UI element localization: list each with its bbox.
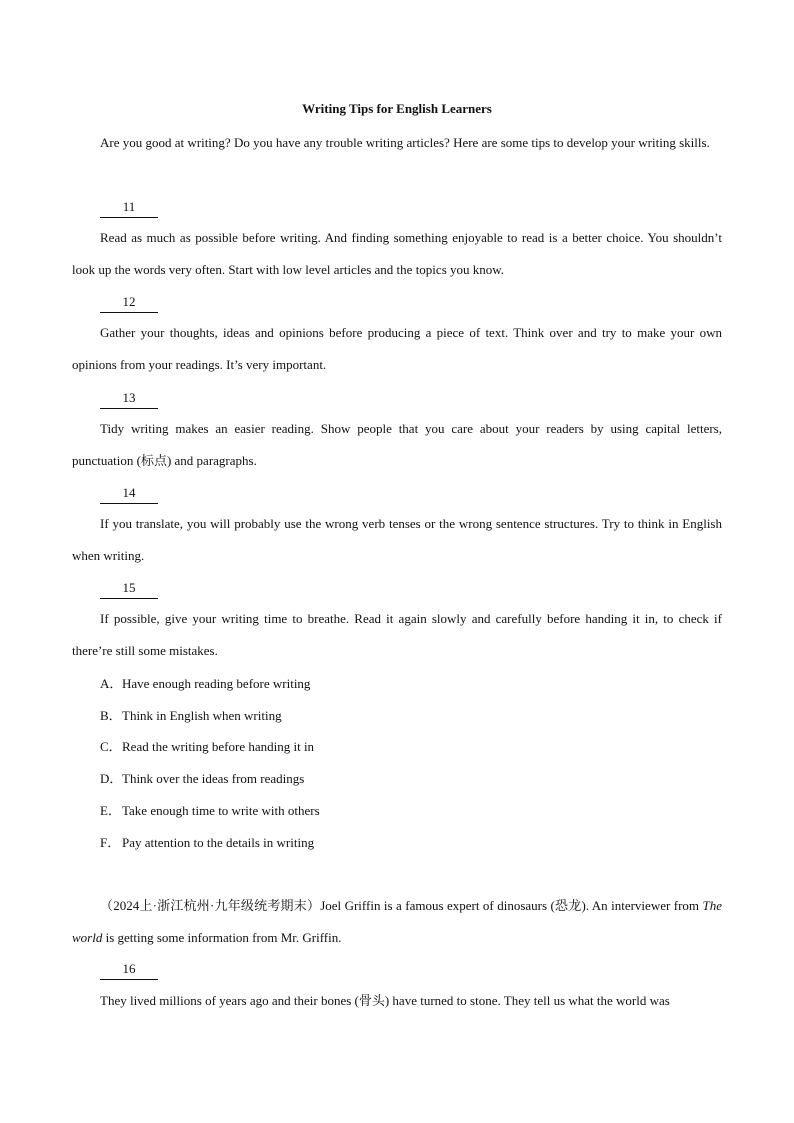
option-b bbox=[100, 707, 282, 725]
blank-14: 14 bbox=[100, 485, 158, 504]
blank-11: 11 bbox=[100, 199, 158, 218]
source-note: （2024上·浙江杭州·九年级统考期末） bbox=[100, 898, 321, 913]
option-c bbox=[100, 738, 314, 756]
option-f bbox=[100, 834, 314, 852]
option-text: Have enough reading before writing bbox=[122, 676, 311, 691]
option-text: Take enough time to write with others bbox=[122, 803, 320, 818]
option-letter: E． bbox=[100, 803, 121, 818]
section-15-paragraph: If possible, give your writing time to breathe. Read it again slowly and carefully before handing it in, to check if there’re still some mistakes. bbox=[72, 611, 722, 658]
blank-13: 13 bbox=[100, 390, 158, 409]
option-letter: F． bbox=[100, 835, 121, 850]
option-letter: D． bbox=[100, 771, 123, 786]
publication-name: The world bbox=[72, 898, 722, 945]
passage2-intro-b: is getting some information from Mr. Griffin. bbox=[102, 929, 342, 945]
section-12-paragraph: Gather your thoughts, ideas and opinions before producing a piece of text. Think over and try to make your own opinions from your readings. It’s very important. bbox=[72, 325, 722, 372]
blank-15: 15 bbox=[100, 580, 158, 599]
option-text: Think over the ideas from readings bbox=[122, 771, 305, 786]
option-e bbox=[100, 802, 320, 820]
option-a bbox=[100, 675, 310, 693]
option-text: Think in English when writing bbox=[122, 708, 282, 723]
passage2-intro bbox=[72, 890, 722, 953]
page-title: Writing Tips for English Learners bbox=[302, 101, 492, 116]
passage2-intro-a: Joel Griffin is a famous expert of dinosaurs (恐龙). An interviewer from bbox=[320, 898, 703, 913]
option-letter: B． bbox=[100, 708, 122, 723]
option-text: Pay attention to the details in writing bbox=[122, 835, 315, 850]
section-14-paragraph: If you translate, you will probably use the wrong verb tenses or the wrong sentence structures. Try to think in English when writing. bbox=[72, 516, 722, 563]
section-16-paragraph: They lived millions of years ago and their bones (骨头) have turned to stone. They tell us what the world was bbox=[100, 993, 670, 1008]
option-d bbox=[100, 770, 304, 788]
blank-12: 12 bbox=[100, 294, 158, 313]
option-text: Read the writing before handing it in bbox=[122, 739, 315, 754]
option-letter: A． bbox=[100, 676, 123, 691]
blank-16: 16 bbox=[100, 961, 158, 980]
intro-paragraph: Are you good at writing? Do you have any trouble writing articles? Here are some tips to develop your writing skills. bbox=[100, 135, 710, 150]
option-letter: C． bbox=[100, 739, 122, 754]
section-13-paragraph: Tidy writing makes an easier reading. Show people that you care about your readers by using capital letters, punctuation (标点) and paragraphs. bbox=[72, 421, 722, 468]
section-11-paragraph: Read as much as possible before writing. And finding something enjoyable to read is a better choice. You shouldn’t look up the words very often. Start with low level articles and the topics you know. bbox=[72, 230, 722, 277]
